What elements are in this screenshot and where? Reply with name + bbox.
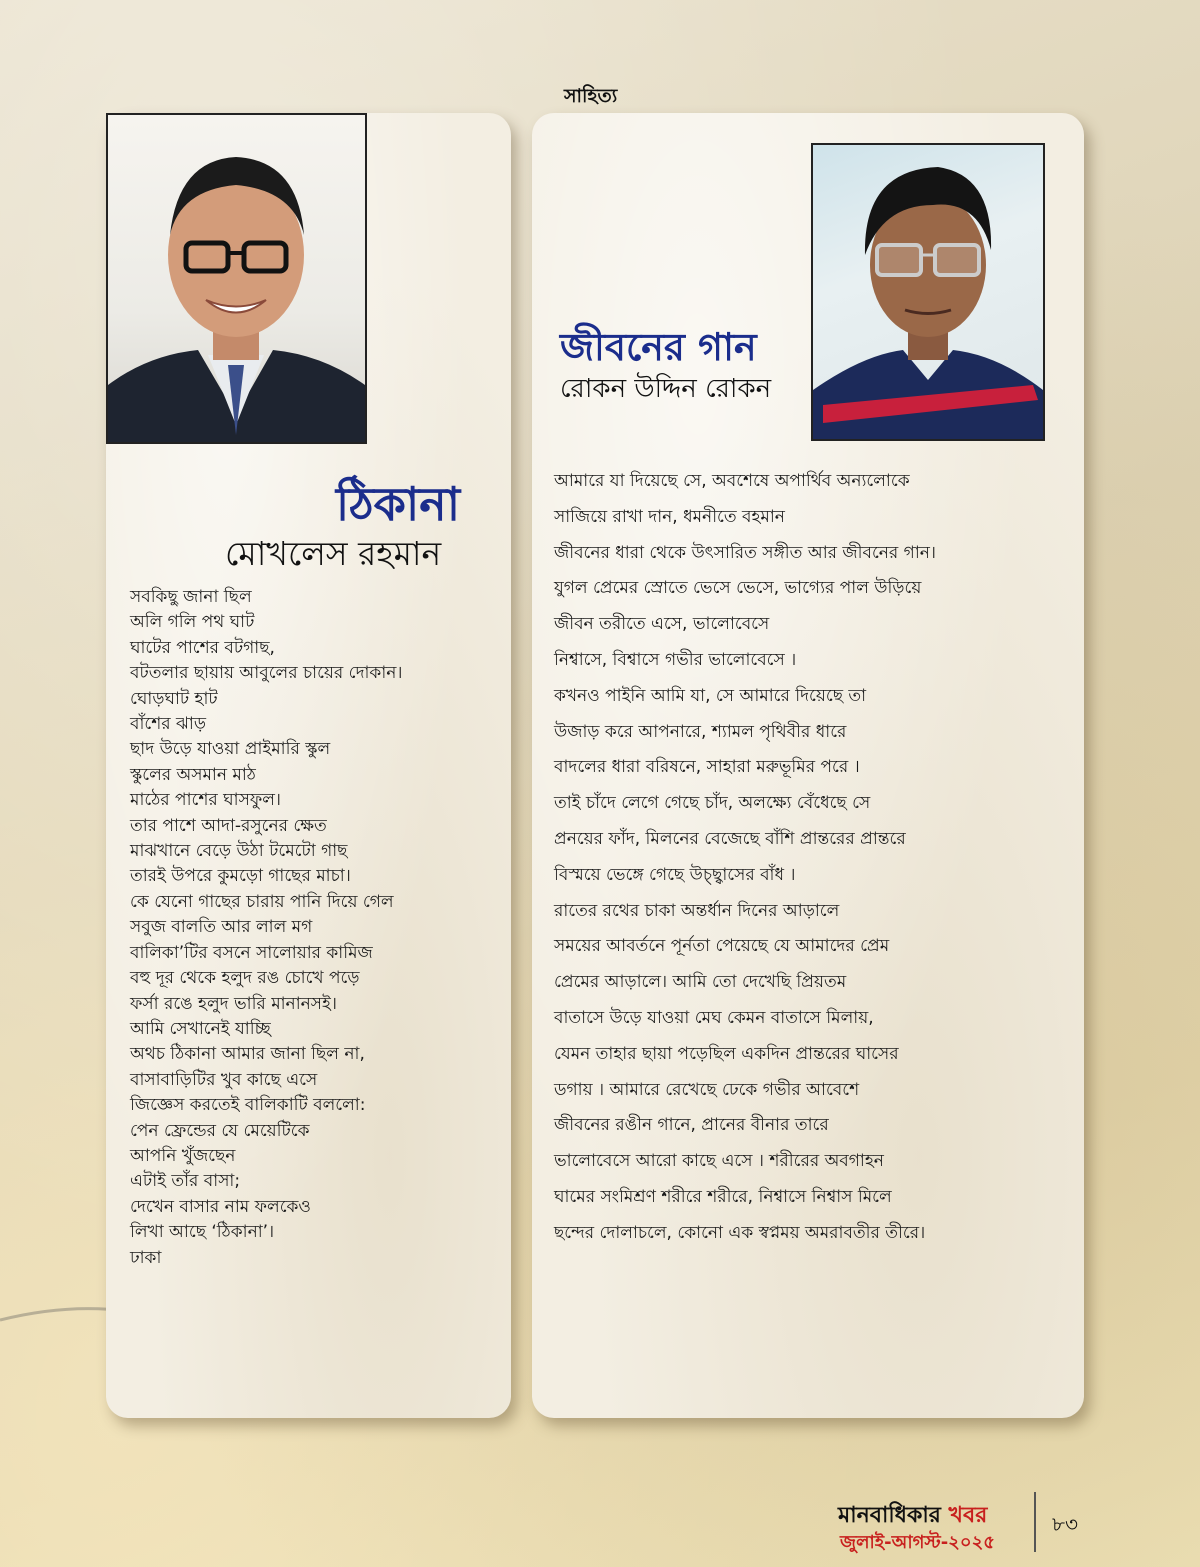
poem-line: ভালোবেসে আরো কাছে এসে । শরীরের অবগাহন <box>554 1151 884 1172</box>
poem-line: ঘোড়ঘাট হাট <box>130 688 218 709</box>
poem-line: আপনি খুঁজছেন <box>130 1145 236 1166</box>
right-poem-body <box>554 464 1074 1252</box>
poem-line: তার পাশে আদা-রসুনের ক্ষেত <box>130 815 327 836</box>
poem-line: আমি সেখানেই যাচ্ছি <box>130 1018 271 1039</box>
poem-line: কে যেনো গাছের চারায় পানি দিয়ে গেল <box>130 891 394 912</box>
left-poem-title: ঠিকানা <box>336 477 461 531</box>
brand-accent: খবর <box>948 1502 988 1528</box>
right-poem-title: জীবনের গান <box>560 324 757 369</box>
brand-main: মানবাধিকার <box>838 1502 941 1528</box>
poem-line: লিখা আছে ‘ঠিকানা’। <box>130 1222 275 1243</box>
poem-line: সময়ের আবর্তনে পূর্নতা পেয়েছে যে আমাদের প্রেম <box>554 936 890 957</box>
poem-line: নিশ্বাসে, বিশ্বাসে গভীর ভালোবেসে । <box>554 649 797 670</box>
poem-line: ছন্দের দোলাচলে, কোনো এক স্বপ্নময় অমরাবতীর তীরে। <box>554 1222 926 1243</box>
poem-line: জীবনের রঙীন গানে, প্রানের বীনার তারে <box>554 1115 829 1136</box>
poem-line: বহু দূর থেকে হলুদ রঙ চোখে পড়ে <box>130 968 360 989</box>
poem-line: মাঝখানে বেড়ে উঠা টমেটো গাছ <box>130 841 348 862</box>
left-author-photo <box>106 113 367 444</box>
poem-line: স্কুলের অসমান মাঠ <box>130 764 256 785</box>
poem-line: মাঠের পাশের ঘাসফুল। <box>130 790 281 811</box>
poem-line: এটাই তাঁর বাসা; <box>130 1171 241 1192</box>
right-poem-author: রোকন উদ্দিন রোকন <box>560 374 772 404</box>
portrait-illustration-icon <box>813 145 1043 439</box>
poem-line: অলি গলি পথ ঘাট <box>130 612 255 633</box>
poem-line: সাজিয়ে রাখা দান, ধমনীতে বহমান <box>554 506 785 527</box>
poem-line: জীবন তরীতে এসে, ভালোবেসে <box>554 614 770 635</box>
portrait-illustration-icon <box>108 115 365 442</box>
section-label: সাহিত্য <box>564 85 618 107</box>
poem-line: তারই উপরে কুমড়ো গাছের মাচা। <box>130 866 351 887</box>
poem-line: বালিকা’টির বসনে সালোয়ার কামিজ <box>130 942 373 963</box>
poem-line: যেমন তাহার ছায়া পড়েছিল একদিন প্রান্তরের ঘাসের <box>554 1043 899 1064</box>
footer-divider <box>1034 1492 1036 1552</box>
poem-line: কখনও পাইনি আমি যা, সে আমারে দিয়েছে তা <box>554 685 867 706</box>
poem-line: বাঁশের ঝাড় <box>130 714 206 735</box>
poem-line: জিজ্ঞেস করতেই বালিকাটি বললো: <box>130 1095 366 1116</box>
poem-line: বিস্ময়ে ভেঙ্গে গেছে উচ্ছ্বাসের বাঁধ । <box>554 864 796 885</box>
poem-line: ফর্সা রঙে হলুদ ভারি মানানসই। <box>130 993 337 1014</box>
poem-location: ঢাকা <box>130 1247 162 1268</box>
poem-line: ঘাটের পাশের বটগাছ, <box>130 637 275 658</box>
poem-line: ছাদ উড়ে যাওয়া প্রাইমারি স্কুল <box>130 739 331 760</box>
page-number: ৮৩ <box>1052 1512 1078 1536</box>
poem-line: সবকিছু জানা ছিল <box>130 587 252 607</box>
poem-line: বাতাসে উড়ে যাওয়া মেঘ কেমন বাতাসে মিলায়, <box>554 1007 874 1028</box>
poem-line: উজাড় করে আপনারে, শ্যামল পৃথিবীর ধারে <box>554 721 847 742</box>
left-poem-body <box>130 585 500 1271</box>
issue-date: জুলাই-আগস্ট-২০২৫ <box>840 1532 995 1553</box>
poem-line: ডগায় । আমারে রেখেছে ঢেকে গভীর আবেশে <box>554 1079 860 1100</box>
right-author-photo <box>811 143 1045 441</box>
poem-line: যুগল প্রেমের স্রোতে ভেসে ভেসে, ভাগ্যের পাল উড়িয়ে <box>554 578 922 599</box>
poem-line: অথচ ঠিকানা আমার জানা ছিল না, <box>130 1044 365 1065</box>
poem-line: ঘামের সংমিশ্রণ শরীরে শরীরে, নিশ্বাসে নিশ্বাস মিলে <box>554 1186 892 1207</box>
poem-line: প্রেমের আড়ালে। আমি তো দেখেছি প্রিয়তম <box>554 972 847 993</box>
poem-line: তাই চাঁদে লেগে গেছে চাঁদ, অলক্ষ্যে বেঁধেছে সে <box>554 793 871 814</box>
poem-line: আমারে যা দিয়েছে সে, অবশেষে অপার্থিব অন্যলোকে <box>554 471 910 491</box>
poem-line: রাতের রথের চাকা অন্তর্ধান দিনের আড়ালে <box>554 900 840 921</box>
poem-line: জীবনের ধারা থেকে উৎসারিত সঙ্গীত আর জীবনের গান। <box>554 542 936 563</box>
poem-line: প্রনয়ের ফাঁদ, মিলনের বেজেছে বাঁশি প্রান্তরের প্রান্তরে <box>554 828 906 849</box>
poem-line: বাসাবাড়িটির খুব কাছে এসে <box>130 1069 318 1090</box>
poem-line: বটতলার ছায়ায় আবুলের চায়ের দোকান। <box>130 663 403 684</box>
poem-line: বাদলের ধারা বরিষনে, সাহারা মরুভূমির পরে । <box>554 757 860 778</box>
poem-line: দেখেন বাসার নাম ফলকেও <box>130 1196 311 1217</box>
poem-line: সবুজ বালতি আর লাল মগ <box>130 917 313 938</box>
left-poem-author: মোখলেস রহমান <box>225 534 442 573</box>
poem-line: পেন ফ্রেন্ডের যে মেয়েটিকে <box>130 1120 310 1141</box>
